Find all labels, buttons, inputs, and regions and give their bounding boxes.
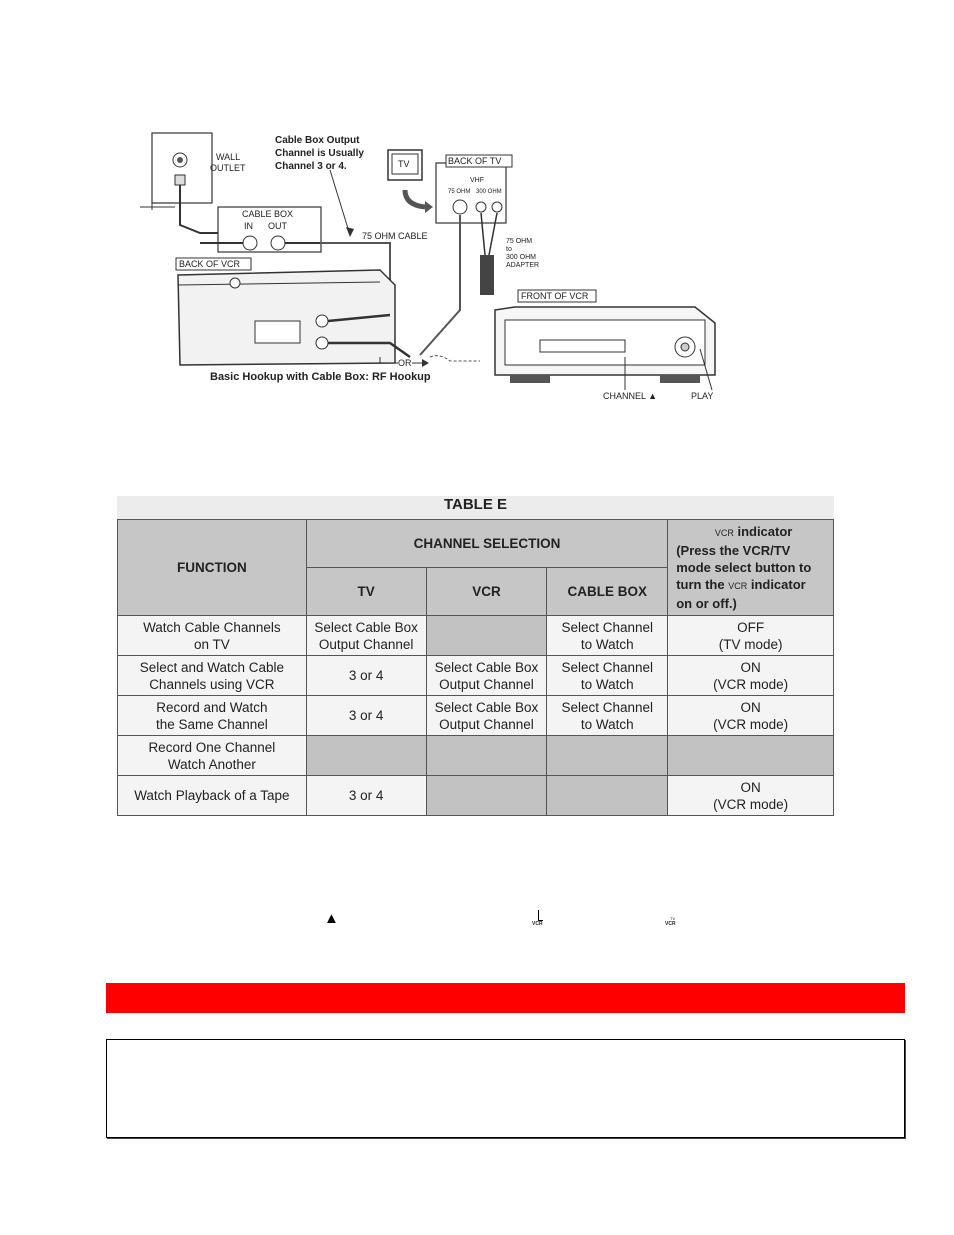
table-row — [118, 696, 834, 736]
note-box — [106, 1039, 905, 1138]
cell-vcr — [426, 736, 547, 776]
cable-box-in-label: IN — [244, 221, 253, 231]
cell-function: Record One Channel Watch Another — [118, 736, 307, 776]
cable-box-note-1: Cable Box Output — [275, 135, 360, 146]
cell-function: Record and Watch the Same Channel — [118, 696, 307, 736]
cell-cable — [547, 776, 668, 816]
adapter-label-1: 75 OHM — [506, 238, 533, 245]
cell-function: Watch Playback of a Tape — [118, 776, 307, 816]
vcr-small-label-2: VCR — [665, 921, 676, 927]
table-title: TABLE E — [443, 496, 508, 513]
cell-indicator: ON (VCR mode) — [668, 776, 834, 816]
cell-vcr — [426, 776, 547, 816]
vhf-label: VHF — [470, 177, 484, 184]
adapter-label-2: to — [506, 246, 512, 253]
cell-tv — [306, 736, 426, 776]
cable-box-note-2: Channel is Usually — [275, 148, 364, 159]
header-vcr: VCR — [426, 568, 547, 616]
adapter-label-4: ADAPTER — [506, 262, 540, 269]
cell-vcr: Select Cable Box Output Channel — [426, 656, 547, 696]
channel-selection-table — [117, 519, 834, 816]
cable-box-out-label: OUT — [268, 221, 287, 231]
header-channel-selection: CHANNEL SELECTION — [306, 520, 667, 568]
cell-indicator — [668, 736, 834, 776]
front-of-vcr — [495, 307, 715, 390]
table-row — [118, 656, 834, 696]
header-tv: TV — [306, 568, 426, 616]
channel-label: CHANNEL ▲ — [603, 391, 658, 401]
back-of-vcr — [178, 270, 410, 365]
cell-vcr: Select Cable Box Output Channel — [426, 696, 547, 736]
vcr-indicator-icon-2: TV VCR — [665, 916, 676, 927]
wall-outlet — [140, 133, 220, 233]
back-of-vcr-label: BACK OF VCR — [179, 259, 241, 269]
or-label: OR — [398, 358, 412, 368]
play-label: PLAY — [691, 391, 714, 401]
cell-tv: 3 or 4 — [306, 696, 426, 736]
diagram-caption: Basic Hookup with Cable Box: RF Hookup — [210, 371, 431, 383]
cell-cable: Select Channel to Watch — [547, 616, 668, 656]
back-of-tv-label: BACK OF TV — [448, 156, 502, 166]
table-row — [118, 736, 834, 776]
cell-tv: 3 or 4 — [306, 656, 426, 696]
table-row — [118, 776, 834, 816]
hookup-diagram — [140, 125, 740, 415]
cell-vcr — [426, 616, 547, 656]
cell-function: Watch Cable Channels on TV — [118, 616, 307, 656]
cable-box-label: CABLE BOX — [242, 209, 294, 219]
cell-indicator: ON (VCR mode) — [668, 656, 834, 696]
cell-tv: Select Cable Box Output Channel — [306, 616, 426, 656]
vcr-indicator-icon — [532, 910, 544, 928]
cell-indicator: OFF (TV mode) — [668, 616, 834, 656]
section-heading-bar — [106, 983, 905, 1013]
cell-cable: Select Channel to Watch — [547, 696, 668, 736]
header-cable-box: CABLE BOX — [547, 568, 668, 616]
adapter-label-3: 300 OHM — [506, 254, 536, 261]
front-of-vcr-label: FRONT OF VCR — [521, 291, 589, 301]
cell-cable: Select Channel to Watch — [547, 656, 668, 696]
cell-cable — [547, 736, 668, 776]
cell-function: Select and Watch Cable Channels using VCR — [118, 656, 307, 696]
up-triangle-icon: ▲ — [324, 910, 339, 927]
wall-outlet-label: WALL — [216, 152, 241, 162]
cable-box-note-3: Channel 3 or 4. — [275, 161, 347, 172]
wall-outlet-label-2: OUTLET — [210, 163, 246, 173]
ohm75-label: 75 OHM — [448, 189, 471, 195]
vcr-small-label: VCR — [532, 921, 543, 927]
table-row — [118, 616, 834, 656]
tv-label: TV — [398, 159, 410, 169]
header-function: FUNCTION — [118, 520, 307, 616]
cell-indicator: ON (VCR mode) — [668, 696, 834, 736]
cable-75-label: 75 OHM CABLE — [362, 231, 428, 241]
tv-icon — [388, 150, 433, 213]
header-indicator: VCR indicator (Press the VCR/TV mode select button to turn the VCR indicator on or off.) — [668, 520, 834, 616]
cell-tv: 3 or 4 — [306, 776, 426, 816]
ohm300-label: 300 OHM — [476, 189, 502, 195]
